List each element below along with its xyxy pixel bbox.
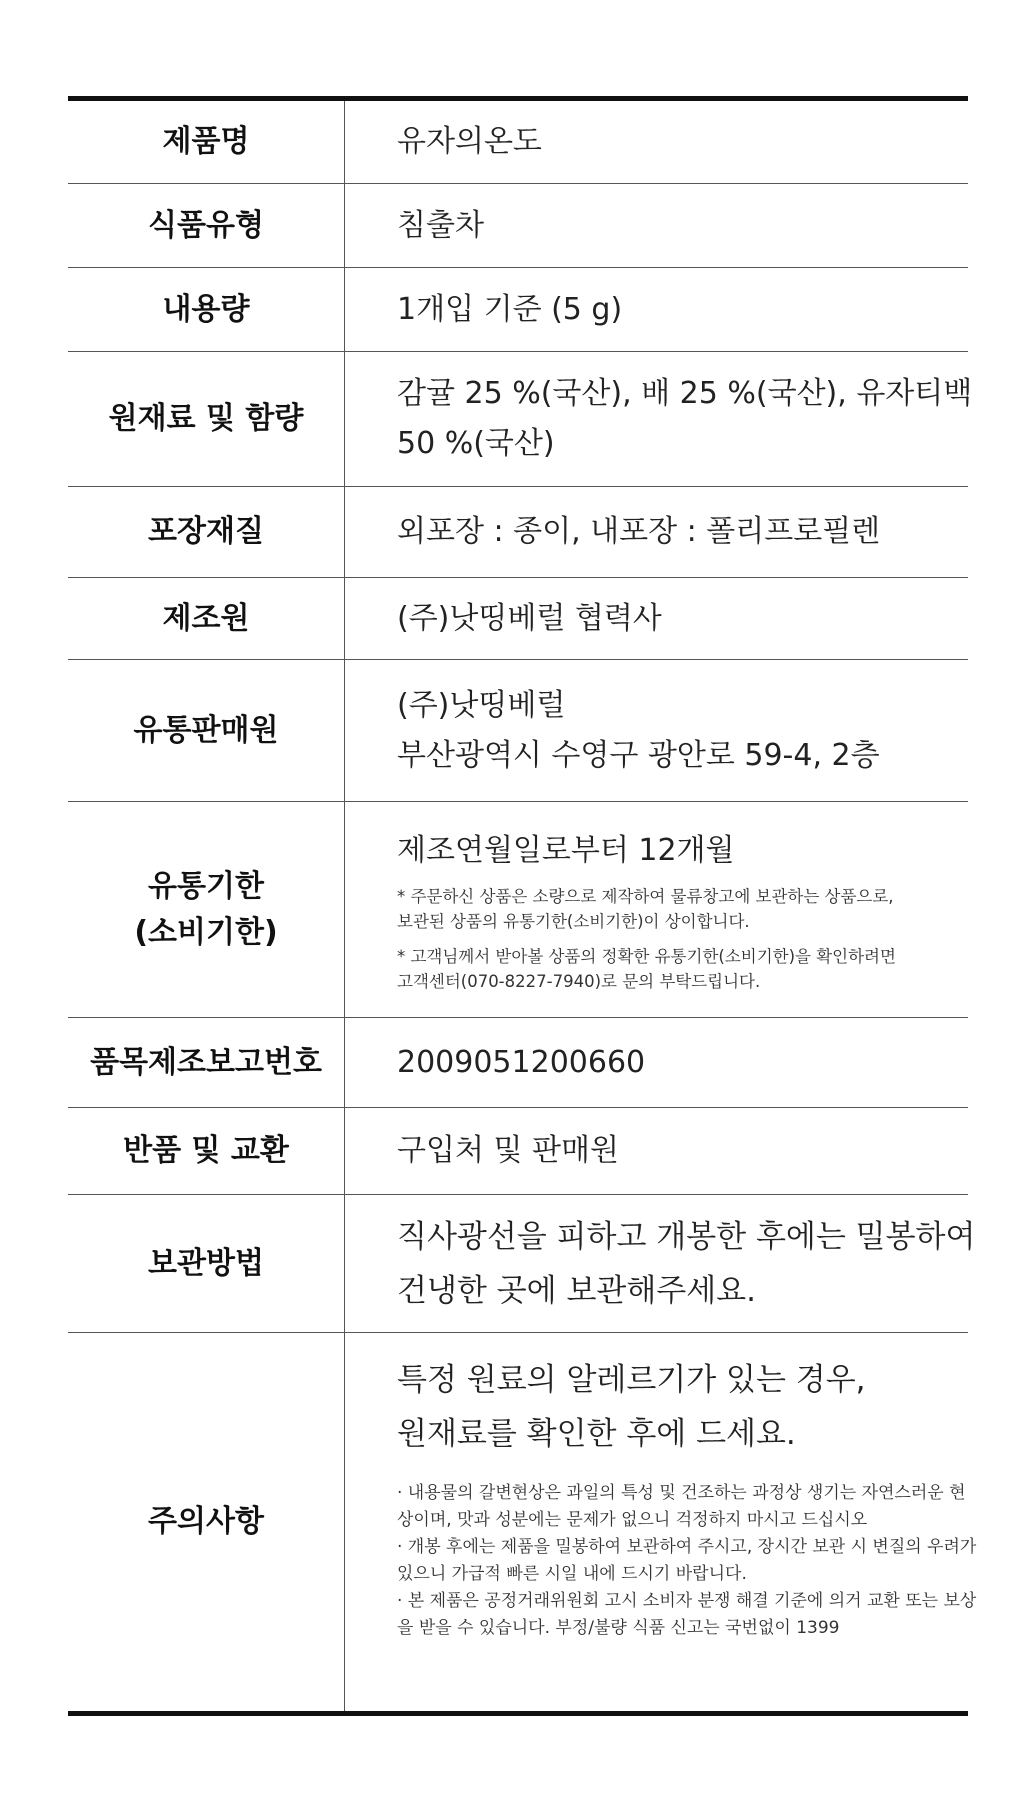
label-expiration-line-2: (소비기한) [134,914,278,950]
value-returns: 구입처 및 판매원 [397,1133,619,1168]
row-ingredients [68,352,973,487]
label-packaging: 포장재질 [68,487,345,577]
product-info-table [68,96,977,1716]
storage-line-2: 건냉한 곳에 보관해주세요. [397,1272,756,1309]
ingredients-line-2: 50 %(국산) [397,426,555,461]
value-food-type: 침출차 [397,207,484,243]
row-caution [68,1333,977,1711]
value-ingredients [345,352,980,486]
row-distributor [68,660,968,802]
expiration-note-1-line-2: 보관된 상품의 유통기한(소비기한)이 상이합니다. [397,911,750,931]
label-distributor: 유통판매원 [68,660,345,801]
caution-note-2-line-2: 있으니 가급적 빠른 시일 내에 드시기 바랍니다. [397,1564,747,1584]
caution-notes [397,1481,976,1643]
label-manufacturer: 제조원 [68,578,345,659]
caution-note-3-line-2: 을 받을 수 있습니다. 부정/불량 식품 신고는 국번없이 1399 [397,1618,840,1638]
label-returns: 반품 및 교환 [68,1108,345,1194]
value-packaging: 외포장 : 종이, 내포장 : 폴리프로필렌 [397,514,881,549]
row-volume [68,268,968,352]
row-food-type [68,184,968,268]
expiration-note-2-line-1: * 고객님께서 받아볼 상품의 정확한 유통기한(소비기한)을 확인하려면 [397,946,896,966]
label-ingredients: 원재료 및 함량 [68,352,345,486]
row-expiration [68,802,968,1018]
row-product-name [68,101,968,184]
row-returns [68,1108,968,1195]
row-packaging [68,487,968,578]
caution-note-1-line-2: 상이며, 맛과 성분에는 문제가 없으니 걱정하지 마시고 드십시오 [397,1510,868,1530]
value-expiration [345,802,968,1017]
ingredients-line-1: 감귤 25 %(국산), 배 25 %(국산), 유자티백 [397,376,973,411]
expiration-note-2-line-2: 고객센터(070-8227-7940)로 문의 부탁드립니다. [397,971,761,991]
label-product-name: 제품명 [68,101,345,183]
label-expiration [68,802,345,1017]
storage-line-1: 직사광선을 피하고 개봉한 후에는 밀봉하여 [397,1218,976,1255]
caution-note-2-line-1: · 개봉 후에는 제품을 밀봉하여 보관하여 주시고, 장시간 보관 시 변질의 우려가 [397,1537,977,1557]
distributor-name: (주)낫띵베럴 [397,687,566,723]
caution-line-2: 원재료를 확인한 후에 드세요. [397,1416,796,1452]
table-bottom-rule [68,1711,968,1716]
value-volume: 1개입 기준 (5 g) [397,291,623,327]
value-storage [345,1195,983,1332]
row-manufacturer [68,578,968,660]
label-report-number: 품목제조보고번호 [68,1018,345,1107]
value-product-name: 유자의온도 [397,124,542,159]
caution-note-1-line-1: · 내용물의 갈변현상은 과일의 특성 및 건조하는 과정상 생기는 자연스러운 현 [397,1483,966,1503]
row-report-number [68,1018,968,1108]
expiration-note-1-line-1: * 주문하신 상품은 소량으로 제작하여 물류창고에 보관하는 상품으로, [397,886,894,906]
label-storage: 보관방법 [68,1195,345,1332]
value-report-number: 2009051200660 [397,1044,646,1080]
caution-line-1: 특정 원료의 알레르기가 있는 경우, [397,1362,866,1398]
distributor-address: 부산광역시 수영구 광안로 59-4, 2층 [397,737,880,773]
value-distributor [345,660,968,801]
label-expiration-line-1: 유통기한 [148,868,264,904]
value-manufacturer: (주)낫띵베럴 협력사 [397,600,662,636]
label-caution: 주의사항 [68,1333,345,1711]
expiration-period: 제조연월일로부터 12개월 [397,832,735,868]
caution-note-3-line-1: · 본 제품은 공정거래위원회 고시 소비자 분쟁 해결 기준에 의거 교환 또는 보상 [397,1591,977,1611]
value-caution [345,1333,984,1711]
row-storage [68,1195,976,1333]
label-food-type: 식품유형 [68,184,345,267]
label-volume: 내용량 [68,268,345,351]
